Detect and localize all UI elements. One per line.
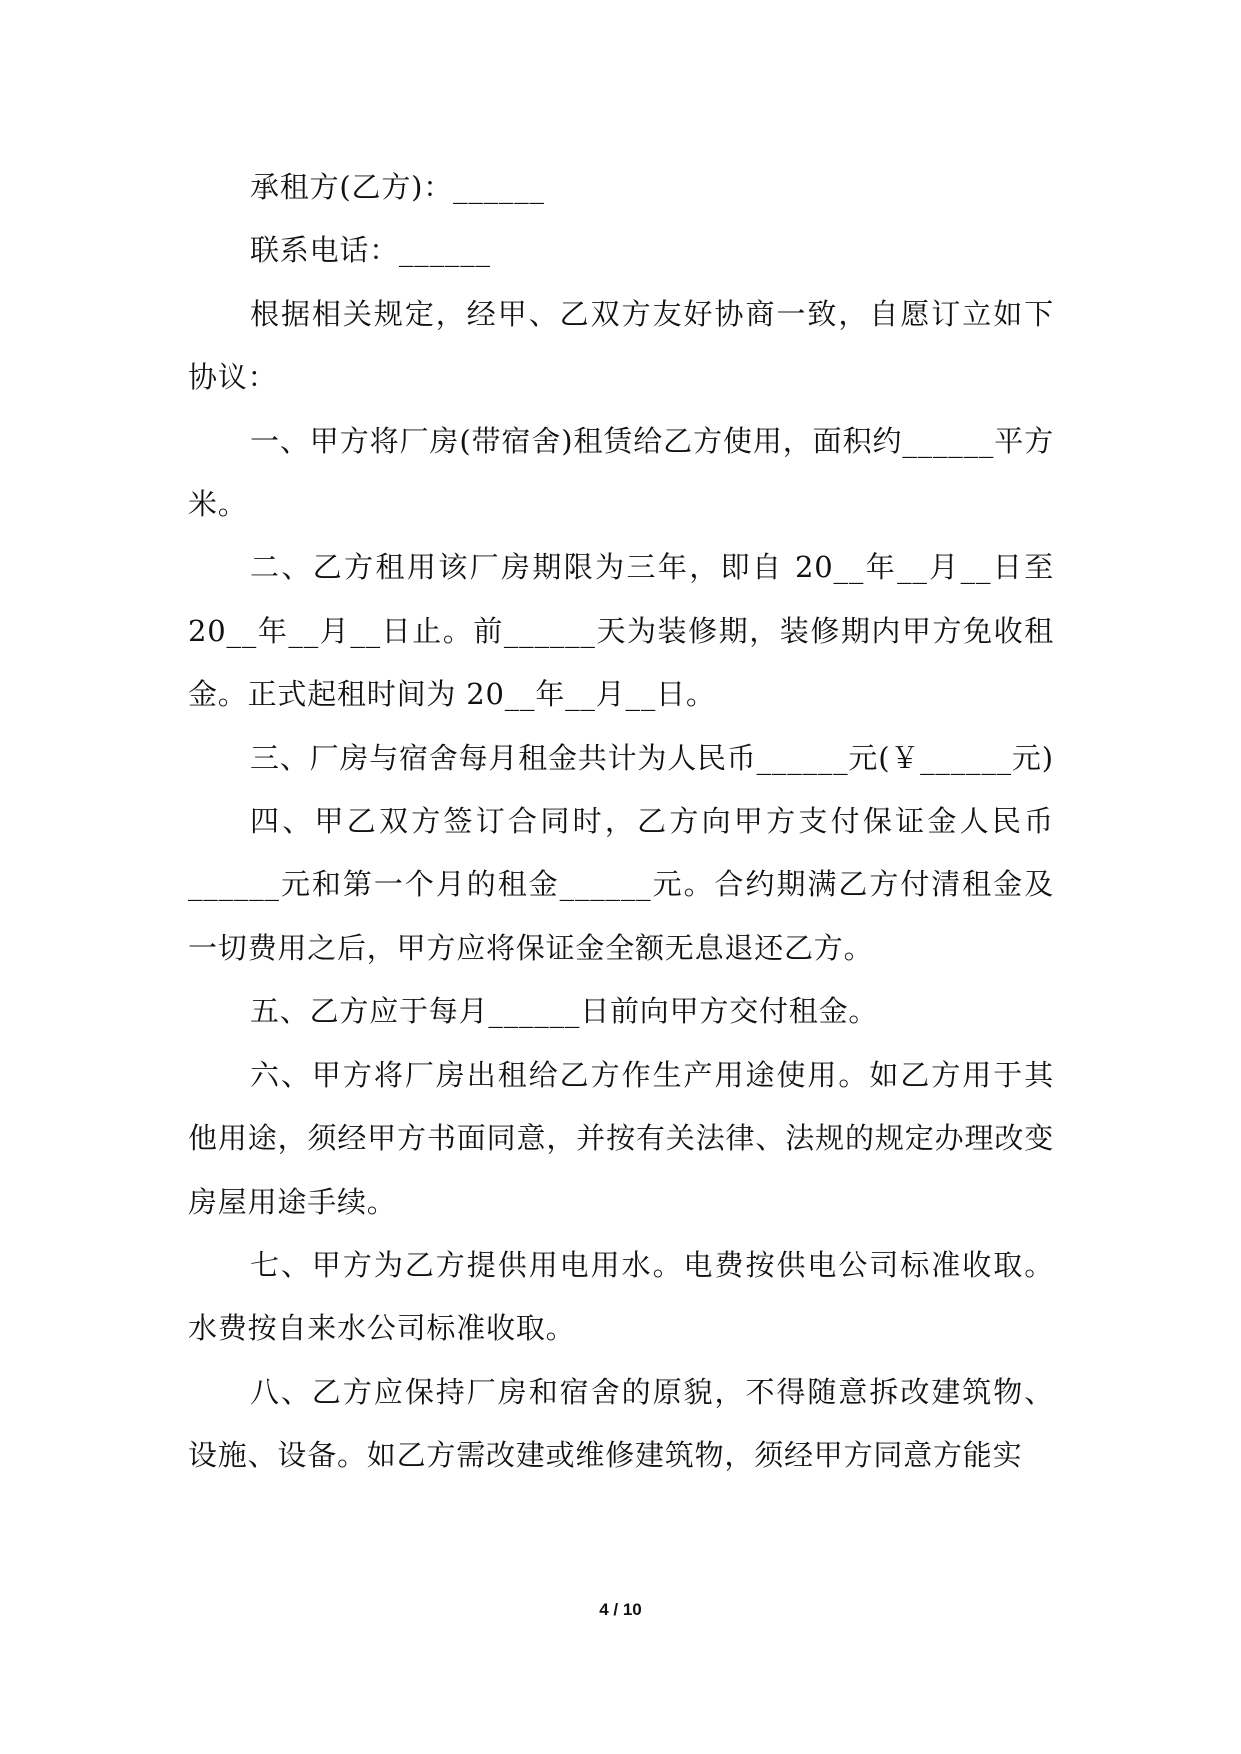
clause-8: 八、乙方应保持厂房和宿舍的原貌，不得随意拆改建筑物、设施、设备。如乙方需改建或维修建筑物，须经甲方同意方能实 [188,1374,1054,1473]
clause-5: 五、乙方应于每月______日前向甲方交付租金。 [250,994,879,1029]
clause-7: 七、甲方为乙方提供用电用水。电费按供电公司标准收取。水费按自来水公司标准收取。 [188,1247,1054,1346]
preamble-paragraph: 根据相关规定，经甲、乙双方友好协商一致，自愿订立如下协议： [188,296,1054,395]
clause-4: 四、甲乙双方签订合同时，乙方向甲方支付保证金人民币______元和第一个月的租金______元。合约期满乙方付清租金及一切费用之后，甲方应将保证金全额无息退还乙方。 [188,804,1054,965]
clause-1: 一、甲方将厂房(带宿舍)租赁给乙方使用，面积约______平方米。 [188,423,1054,522]
page-number: 4 / 10 [599,1600,642,1619]
clause-3: 三、厂房与宿舍每月租金共计为人民币______元(￥______元) [250,740,1054,775]
clause-6: 六、甲方将厂房出租给乙方作生产用途使用。如乙方用于其他用途，须经甲方书面同意，并按有关法律、法规的规定办理改变房屋用途手续。 [188,1057,1054,1219]
clause-2: 二、乙方租用该厂房期限为三年，即自 20__年__月__日至 20__年__月__日止。前______天为装修期，装修期内甲方免收租金。正式起租时间为 20__年__月__日。 [188,550,1054,712]
tenant-party-line: 承租方(乙方)：______ [250,170,545,204]
contact-phone-line: 联系电话：______ [250,233,491,268]
document-body [188,156,1054,1488]
